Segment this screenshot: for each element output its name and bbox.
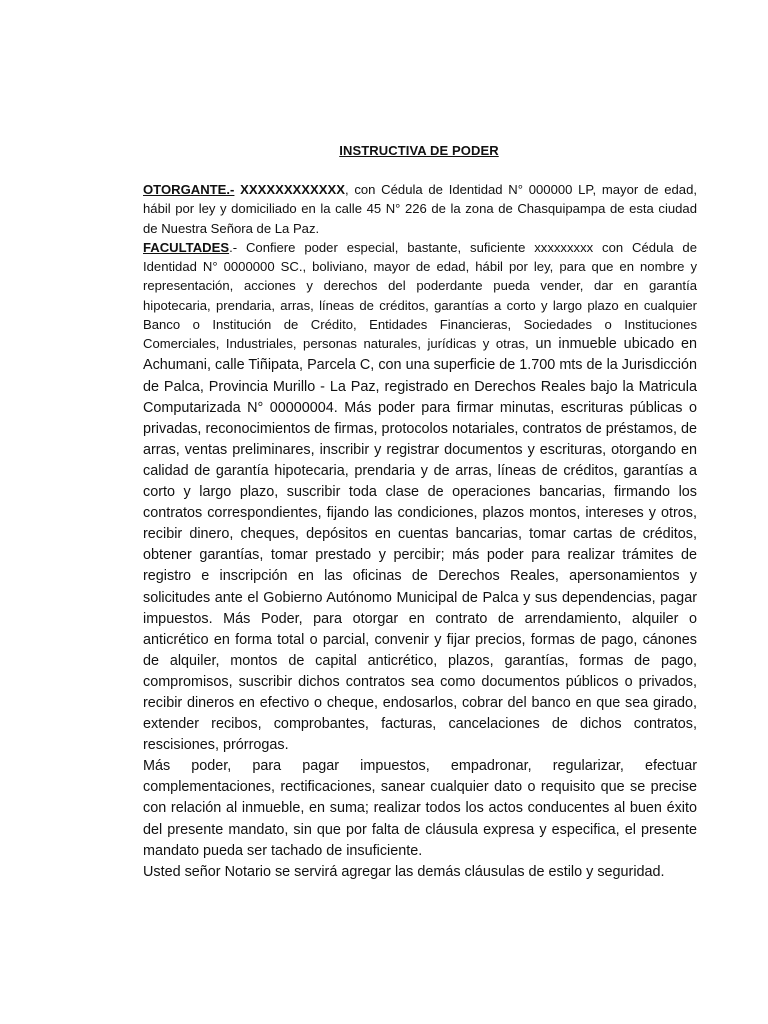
otorgante-name: XXXXXXXXXXXX bbox=[240, 182, 345, 197]
facultades-text-part1: .- Confiere poder especial, bastante, suficiente xxxxxxxxx con Cédula de Identidad N° 0000000 SC., boliviano, mayor de edad, hábil por ley, para que en nombre y representación, acciones y derechos del poderdante pueda vender, dar en garantía hipotecaria, prendaria, arras, líneas de créditos, garantías a corto y largo plazo en cualquier Banco o Institución de Crédito, Entidades Financieras, Sociedades o Instituciones Comerciales, Industriales, personas naturales, jurídicas y otras, bbox=[143, 239, 697, 352]
document-body bbox=[143, 180, 697, 883]
document-title: INSTRUCTIVA DE PODER bbox=[339, 143, 499, 158]
mas-poder-paragraph: Más poder, para pagar impuestos, empadronar, regularizar, efectuar complementaciones, rectificaciones, sanear cualquier dato o requisito que se precise con relación al inmueble, en suma; realizar todos los actos conducentes al buen éxito del presente mandato, sin que por falta de cláusula expresa y especifica, el presente mandato pueda ser tachado de insuficiente. bbox=[143, 758, 697, 859]
facultades-text-part2: un inmueble ubicado en Achumani, calle Tiñipata, Parcela C, con una superficie de 1.700 mts de la Jurisdicción de Palca, Provincia Murillo - La Paz, registrado en Derechos Reales bajo la Matricula Computarizada N° 00000004. Más poder para firmar minutas, escrituras públicas o privadas, reconocimientos de firmas, protocolos notariales, contratos de préstamos, de arras, ventas preliminares, inscribir y registrar documentos y escrituras, otorgando en calidad de garantía hipotecaria, prendaria y de arras, líneas de créditos, garantías a corto y largo plazo, suscribir toda clase de operaciones bancarias, firmando los contratos correspondientes, fijando las condiciones, plazos montos, intereses y otros, recibir dinero, cheques, depósitos en cuentas bancarias, tomar cartas de créditos, obtener garantías, tomar prestado y percibir; más poder para realizar trámites de registro e inscripción en las oficinas de Derechos Reales, apersonamientos y solicitudes ante el Gobierno Autónomo Municipal de Palca y sus dependencias, pagar impuestos. Más Poder, para otorgar en contrato de arrendamiento, alquiler o anticrético en forma total o parcial, convenir y fijar precios, formas de pago, cánones de alquiler, montos de capital anticrético, plazos, garantías, formas de pago, compromisos, suscribir dichos contratos sea como documentos públicos o privados, recibir dineros en efectivo o cheque, endosarlos, cobrar del banco en que sea girado, extender recibos, comprobantes, facturas, cancelaciones de dichos contratos, rescisiones, prórrogas. bbox=[143, 336, 697, 754]
otorgante-text: , con Cédula de Identidad N° 000000 LP, mayor de edad, hábil por ley y domiciliado en la calle 45 N° 226 de la zona de Chasquipampa de esta ciudad de Nuestra Señora de La Paz. bbox=[143, 182, 697, 236]
facultades-label: FACULTADES bbox=[143, 239, 230, 255]
facultades-paragraph bbox=[143, 238, 697, 756]
closing-paragraph: Usted señor Notario se servirá agregar las demás cláusulas de estilo y seguridad. bbox=[143, 863, 665, 880]
otorgante-paragraph bbox=[143, 180, 697, 238]
otorgante-label: OTORGANTE.- bbox=[143, 182, 235, 197]
